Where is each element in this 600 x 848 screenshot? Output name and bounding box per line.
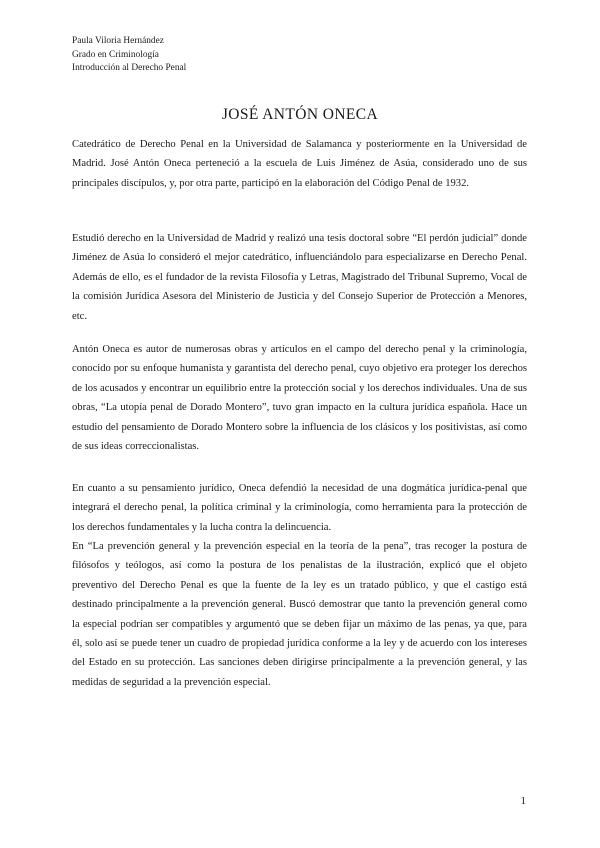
paragraph-text: En cuanto a su pensamiento jurídico, Oneca defendió la necesidad de una dogmática jurídica-penal que integrará el derecho penal, la política criminal y la criminología, como herramienta para la protección de los derechos fundamentales y la lucha contra la delincuencia. [72,483,527,533]
document-title: JOSÉ ANTÓN ONECA [221,106,379,123]
paragraph-2 [72,229,527,326]
paragraph-text: Catedrático de Derecho Penal en la Universidad de Salamanca y posteriormente en la Universidad de Madrid. José Antón Oneca perteneció a la escuela de Luis Jiménez de Asúa, considerado uno de sus principales discípulos, y, por otra parte, participó en la elaboración del Código Penal de 1932. [72,139,527,189]
header-degree: Grado en Criminología [72,49,159,60]
document-header [72,35,186,76]
paragraph-text: En “La prevención general y la prevención especial en la teoría de la pena”, tras recoger la postura de filósofos y teólogos, así como la postura de los penalistas de la ilustración, explicó que el objeto preventivo del Derecho Penal es que la fuente de la ley es un tratado público, y que el castigo está destinado principalmente a la prevención general. Buscó demostrar que tanto la prevención general como la especial podrían ser compatibles y argumentó que se deben fijar un máximo de las penas, ya que, para él, solo así se puede tener un cuadro de propiedad jurídica conforme a la ley y de acuerdo con los intereses del Estado en su protección. Las sanciones deben dirigirse principalmente a la prevención general, y las medidas de seguridad a la prevención especial. [72,541,527,688]
header-author: Paula Viloria Hernández [72,36,164,46]
paragraph-text: Estudió derecho en la Universidad de Madrid y realizó una tesis doctoral sobre “El perdón judicial” donde Jiménez de Asúa lo consideró el mejor catedrático, influenciándolo para especializarse en Derecho Penal. Además de ello, es el fundador de la revista Filosofía y Letras, Magistrado del Tribunal Supremo, Vocal de la comisión Jurídica Asesora del Ministerio de Justicia y del Consejo Superior de Protección a Menores, etc. [72,233,527,322]
page-number: 1 [520,795,526,807]
header-course: Introducción al Derecho Penal [72,63,187,73]
paragraph-3 [72,340,527,456]
paragraph-5 [72,537,527,692]
paragraph-4 [72,479,527,537]
paragraph-1 [72,135,527,193]
paragraph-text: Antón Oneca es autor de numerosas obras y artículos en el campo del derecho penal y la criminología, conocido por su enfoque humanista y garantista del derecho penal, cuyo objetivo era proteger los derechos de los acusados y encontrar un equilibrio entre la protección social y los derechos individuales. Una de sus obras, “La utopía penal de Dorado Montero”, tuvo gran impacto en la cultura jurídica española. Hace un estudio del pensamiento de Dorado Montero sobre la influencia de los clásicos y los positivistas, así como de sus ideas correccionalistas. [72,344,527,453]
